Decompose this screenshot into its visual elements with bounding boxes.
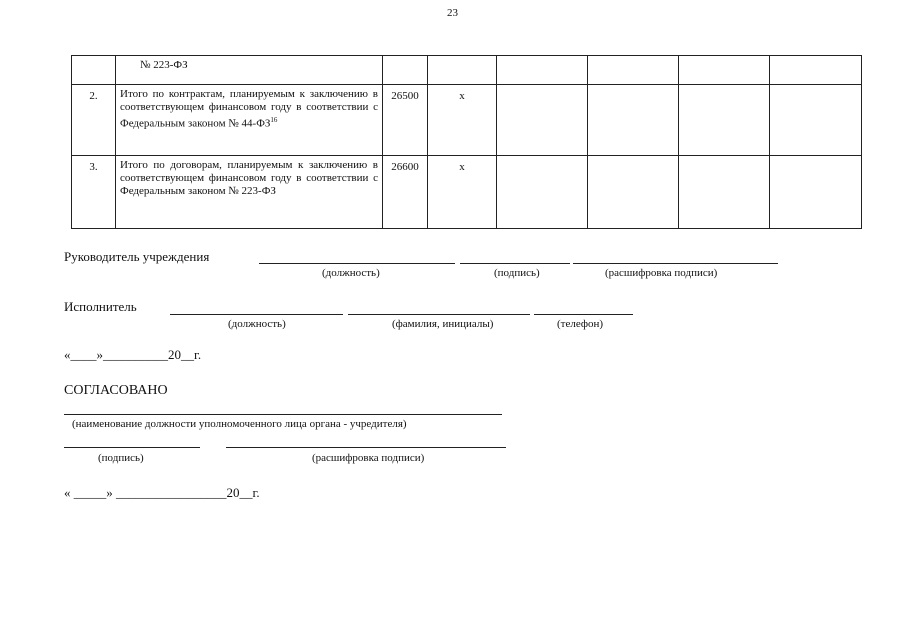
executor-phone-caption: (телефон) xyxy=(557,318,604,330)
head-position-caption: (должность) xyxy=(322,267,380,279)
table-cell xyxy=(679,85,770,156)
table-cell xyxy=(770,156,862,229)
approved-official-caption: (наименование должности уполномоченного лица органа - учредителя) xyxy=(72,418,407,430)
row-description-text: № 223-ФЗ xyxy=(140,59,188,71)
table-cell xyxy=(497,56,588,85)
footnote-marker: 16 xyxy=(270,116,278,124)
row-description xyxy=(116,85,383,156)
page-number: 23 xyxy=(447,7,458,19)
row-number xyxy=(72,56,116,85)
approved-decoding-line xyxy=(226,447,506,448)
row-description xyxy=(116,156,383,229)
row-code: 26500 xyxy=(383,85,428,156)
table-cell xyxy=(679,56,770,85)
executor-position-caption: (должность) xyxy=(228,318,286,330)
head-decoding-caption: (расшифровка подписи) xyxy=(605,267,718,279)
table-row xyxy=(72,56,862,85)
row-code: 26600 xyxy=(383,156,428,229)
table-row xyxy=(72,156,862,229)
approved-signature-caption: (подпись) xyxy=(98,452,144,464)
approved-official-line xyxy=(64,414,502,415)
table-cell xyxy=(770,56,862,85)
head-position-line xyxy=(259,263,455,264)
row-description xyxy=(116,56,383,85)
approved-signature-line xyxy=(64,447,200,448)
approved-decoding-caption: (расшифровка подписи) xyxy=(312,452,425,464)
executor-name-line xyxy=(348,314,530,315)
table-cell xyxy=(497,156,588,229)
row-x-mark: х xyxy=(428,156,497,229)
approved-title: СОГЛАСОВАНО xyxy=(64,383,168,398)
table-row xyxy=(72,85,862,156)
row-description-text: Итого по контрактам, планируемым к заключению в соответствующем финансовом году в соответствии с Федеральным законом № 44-ФЗ xyxy=(120,88,378,130)
row-description-text: Итого по договорам, планируемым к заключению в соответствующем финансовом году в соответствии с Федеральным законом № 223-ФЗ xyxy=(120,159,378,197)
table-cell xyxy=(497,85,588,156)
table-cell xyxy=(770,85,862,156)
row-x-mark: х xyxy=(428,85,497,156)
executor-label: Исполнитель xyxy=(64,299,137,314)
head-signature-line xyxy=(460,263,570,264)
executor-phone-line xyxy=(534,314,633,315)
table-cell xyxy=(588,56,679,85)
table-cell xyxy=(588,156,679,229)
row-number: 3. xyxy=(72,156,116,229)
totals-table xyxy=(71,55,862,229)
executor-position-line xyxy=(170,314,343,315)
date-line-1: «____»__________20__г. xyxy=(64,347,202,362)
table-cell xyxy=(679,156,770,229)
head-signature-caption: (подпись) xyxy=(494,267,540,279)
head-decoding-line xyxy=(573,263,778,264)
table-cell xyxy=(588,85,679,156)
row-code xyxy=(383,56,428,85)
row-number: 2. xyxy=(72,85,116,156)
date-line-2: « _____» _________________20__г. xyxy=(64,485,260,500)
row-x-mark xyxy=(428,56,497,85)
head-of-institution-label: Руководитель учреждения xyxy=(64,249,210,264)
executor-name-caption: (фамилия, инициалы) xyxy=(392,318,494,330)
